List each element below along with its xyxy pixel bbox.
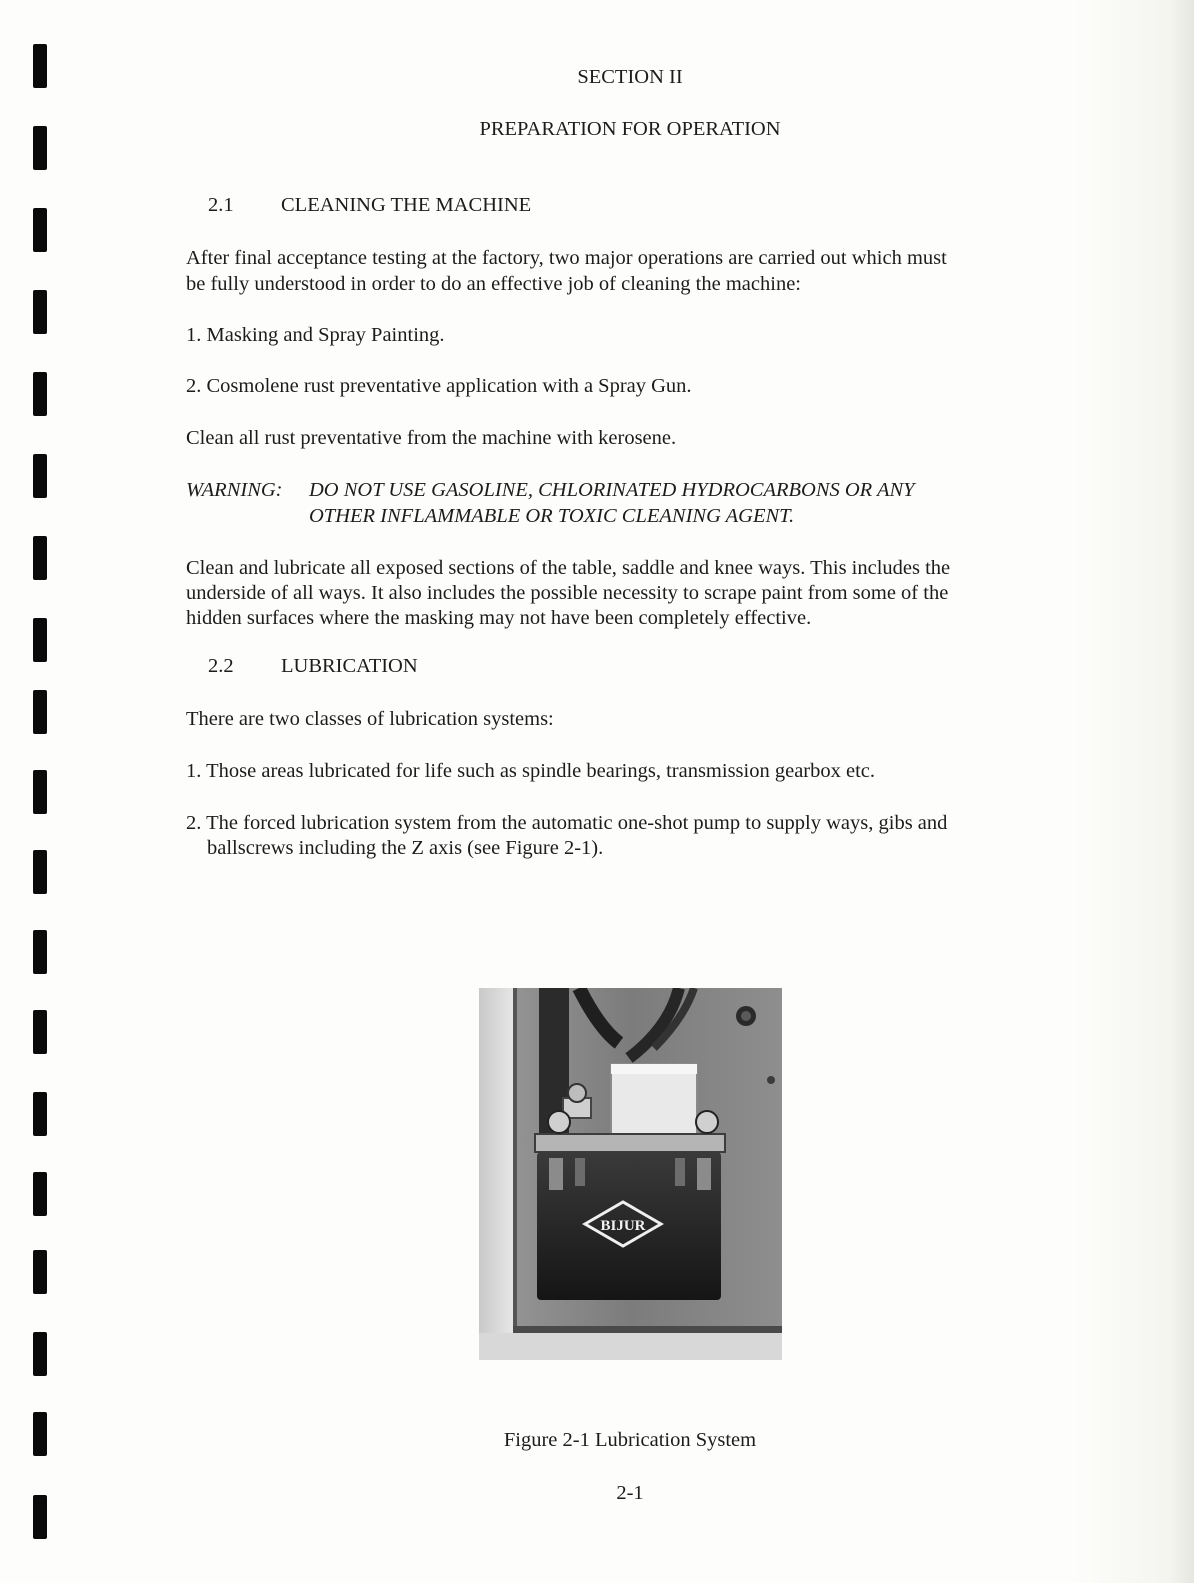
paragraph-line: Clean all rust preventative from the machine with kerosene. — [186, 427, 677, 449]
lubrication-system-photo — [479, 988, 782, 1360]
warning-text-line: DO NOT USE GASOLINE, CHLORINATED HYDROCARBONS OR ANY — [309, 479, 915, 501]
list-item: 2. Cosmolene rust preventative application with a Spray Gun. — [186, 375, 692, 397]
paragraph-line: hidden surfaces where the masking may not have been completely effective. — [186, 607, 812, 629]
binding-mark — [33, 536, 47, 580]
binding-mark — [33, 372, 47, 416]
heading-2-2-number: 2.2 — [208, 655, 234, 677]
warning-label: WARNING: — [186, 479, 283, 501]
binding-mark — [33, 1092, 47, 1136]
list-item-continuation: ballscrews including the Z axis (see Figure 2-1). — [207, 837, 604, 859]
paragraph-line: Clean and lubricate all exposed sections of the table, saddle and knee ways. This includes the — [186, 557, 951, 579]
photo-illustration — [479, 988, 782, 1360]
binding-mark — [33, 208, 47, 252]
bijur-logo-text: BIJUR — [600, 1218, 646, 1234]
binding-mark — [33, 454, 47, 498]
binding-mark — [33, 770, 47, 814]
section-title: PREPARATION FOR OPERATION — [479, 118, 781, 140]
binding-mark — [33, 930, 47, 974]
page-edge-shadow — [1074, 0, 1194, 1583]
list-item: 1. Masking and Spray Painting. — [186, 324, 445, 346]
binding-mark — [33, 1172, 47, 1216]
binding-mark — [33, 1250, 47, 1294]
binding-mark — [33, 618, 47, 662]
binding-mark — [33, 1010, 47, 1054]
figure-caption: Figure 2-1 Lubrication System — [503, 1429, 757, 1451]
heading-2-2-title: LUBRICATION — [281, 655, 418, 677]
paragraph-line: underside of all ways. It also includes the possible necessity to scrape paint from some of the — [186, 582, 949, 604]
heading-2-1-number: 2.1 — [208, 194, 234, 216]
page-number: 2-1 — [616, 1482, 644, 1504]
list-item: 2. The forced lubrication system from the automatic one-shot pump to supply ways, gibs and — [186, 812, 948, 834]
paragraph-line: After final acceptance testing at the factory, two major operations are carried out which must — [186, 247, 947, 269]
binding-mark — [33, 1332, 47, 1376]
section-label: SECTION II — [577, 66, 683, 88]
list-item: 1. Those areas lubricated for life such as spindle bearings, transmission gearbox etc. — [186, 760, 876, 782]
binding-mark — [33, 290, 47, 334]
paragraph-line: be fully understood in order to do an effective job of cleaning the machine: — [186, 273, 801, 295]
binding-mark — [33, 850, 47, 894]
binding-mark — [33, 690, 47, 734]
paragraph-line: There are two classes of lubrication systems: — [186, 708, 554, 730]
heading-2-1-title: CLEANING THE MACHINE — [281, 194, 532, 216]
warning-text-line: OTHER INFLAMMABLE OR TOXIC CLEANING AGENT. — [309, 505, 795, 527]
